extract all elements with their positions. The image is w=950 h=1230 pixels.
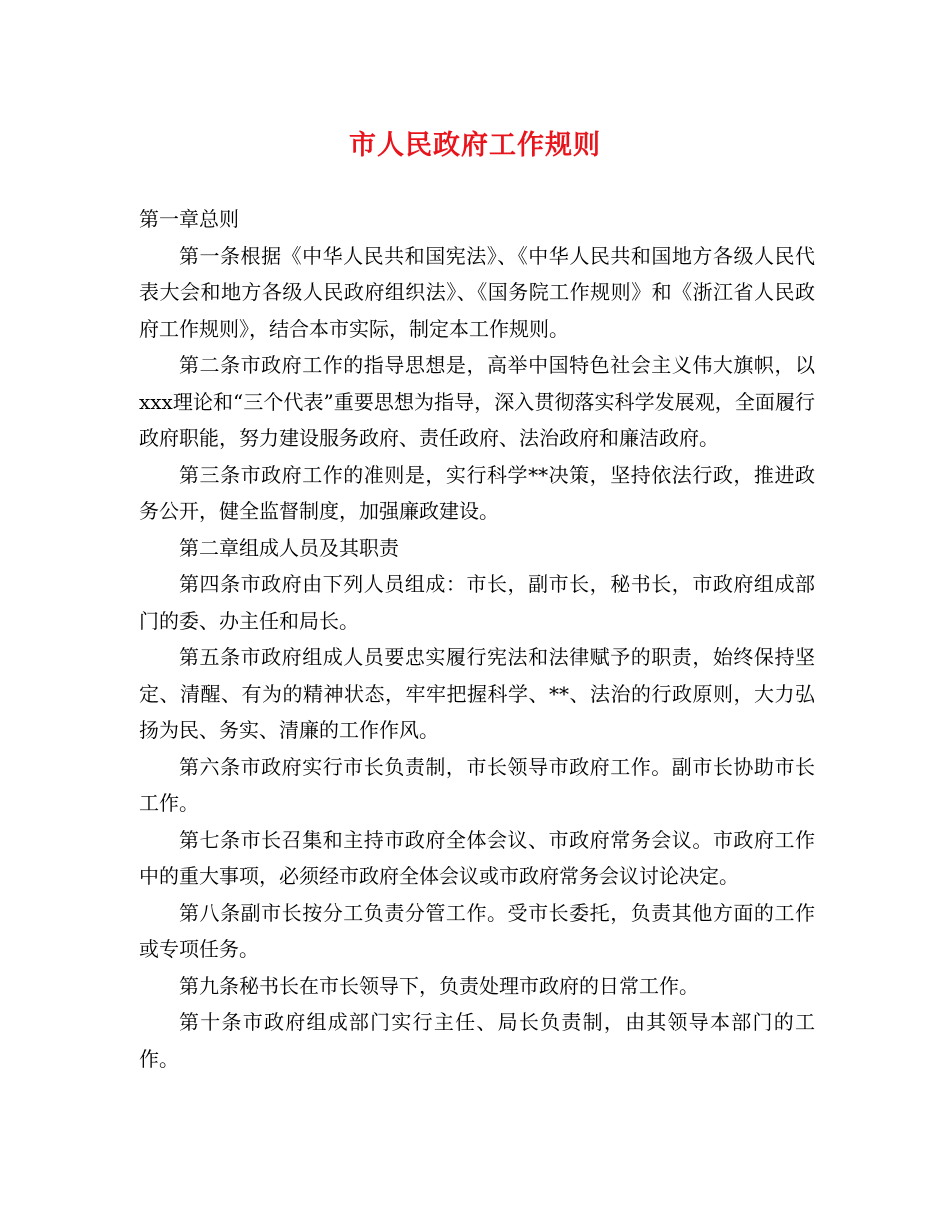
article-1: 第一条根据《中华人民共和国宪法》、《中华人民共和国地方各级人民代表大会和地方各级人民政府组织法》、《国务院工作规则》和《浙江省人民政府工作规则》，结合本市实际，制定本工作规则。 [139,243,815,341]
article-3: 第三条市政府工作的准则是，实行科学**决策，坚持依法行政，推进政务公开，健全监督制度，加强廉政建设。 [139,462,815,523]
article-5: 第五条市政府组成人员要忠实履行宪法和法律赋予的职责，始终保持坚定、清醒、有为的精神状态，牢牢把握科学、**、法治的行政原则，大力弘扬为民、务实、清廉的工作作风。 [139,645,815,742]
article-2: 第二条市政府工作的指导思想是，高举中国特色社会主义伟大旗帜，以xxx理论和“三个代表”重要思想为指导，深入贯彻落实科学发展观，全面履行政府职能，努力建设服务政府、责任政府、法治政府和廉洁政府。 [139,353,815,450]
chapter-2-heading: 第二章组成人员及其职责 [179,535,399,560]
article-6: 第六条市政府实行市长负责制，市长领导市政府工作。副市长协助市长工作。 [139,754,815,815]
article-9: 第九条秘书长在市长领导下，负责处理市政府的日常工作。 [179,973,699,998]
article-10: 第十条市政府组成部门实行主任、局长负责制，由其领导本部门的工作。 [139,1010,815,1071]
article-8: 第八条副市长按分工负责分管工作。受市长委托，负责其他方面的工作或专项任务。 [139,900,815,961]
chapter-1-heading: 第一章总则 [139,207,239,231]
article-7: 第七条市长召集和主持市政府全体会议、市政府常务会议。市政府工作中的重大事项，必须经市政府全体会议或市政府常务会议讨论决定。 [139,827,815,888]
article-4: 第四条市政府由下列人员组成：市长，副市长，秘书长，市政府组成部门的委、办主任和局长。 [139,572,815,633]
document-body [139,201,815,1077]
document-title: 市人民政府工作规则 [349,130,601,161]
